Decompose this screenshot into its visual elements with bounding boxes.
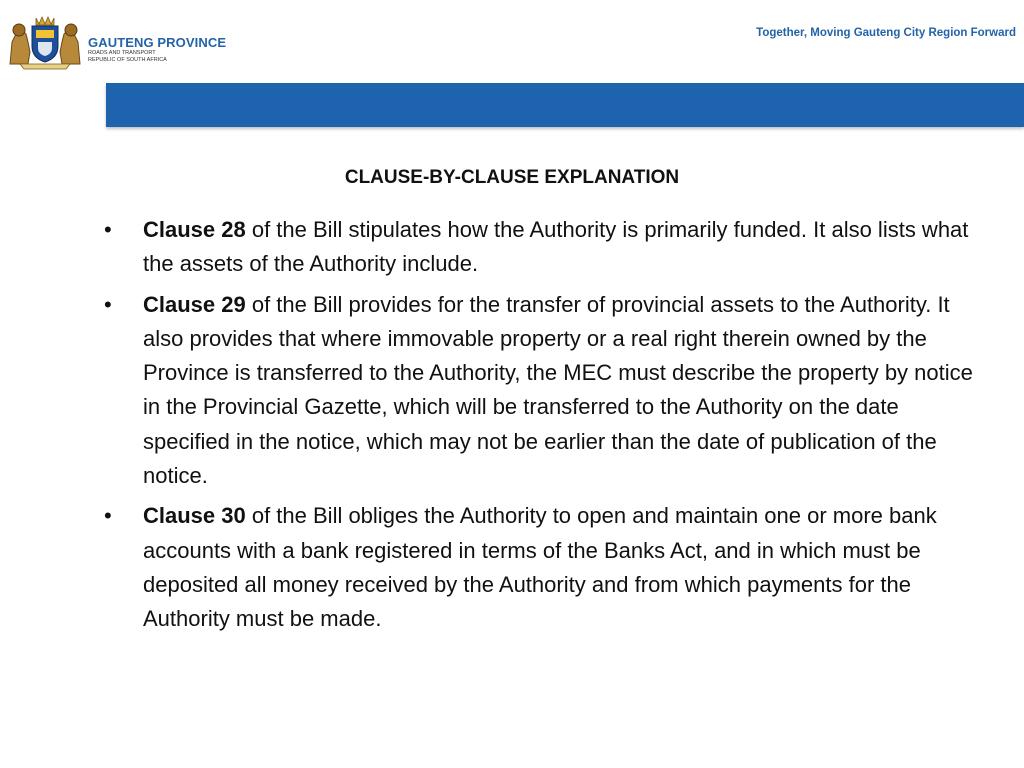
bullet-icon: • [104,217,112,242]
clause-description: of the Bill obliges the Authority to open and maintain one or more bank accounts with a bank registered in terms of the Banks Act, and in which must be deposited all money received by the Authority and from which payments for the Authority must be made. [143,503,937,632]
clause-bullet-list [104,213,974,643]
header-tagline: Together, Moving Gauteng City Region Forward [756,27,1016,39]
organization-department: ROADS AND TRANSPORT [88,50,156,56]
slide-title: CLAUSE-BY-CLAUSE EXPLANATION [344,167,680,188]
organization-name: GAUTENG PROVINCE [88,35,227,50]
header-banner-band [106,83,1024,127]
clause-description: of the Bill stipulates how the Authority is primarily funded. It also lists what the assets of the Authority include. [143,217,969,277]
bullet-item-clause-29 [104,288,974,494]
bullet-item-clause-30 [104,499,974,636]
coat-of-arms-icon [6,12,84,70]
clause-reference: Clause 30 [143,503,246,529]
clause-reference: Clause 29 [143,291,246,317]
clause-description: of the Bill provides for the transfer of provincial assets to the Authority. It also provides that where immovable property or a real right therein owned by the Province is transferred to the Authority, the MEC must describe the property by notice in the Provincial Gazette, which will be transferred to the Authority on the date specified in the notice, which may not be earlier than the date of publication of the notice. [143,291,973,489]
clause-reference: Clause 28 [143,217,246,242]
bullet-icon: • [104,291,112,317]
bullet-icon: • [104,503,112,529]
slide-header [0,0,1024,80]
bullet-item-clause-28 [104,213,974,282]
organization-country: REPUBLIC OF SOUTH AFRICA [88,57,167,63]
organization-block [88,36,226,64]
